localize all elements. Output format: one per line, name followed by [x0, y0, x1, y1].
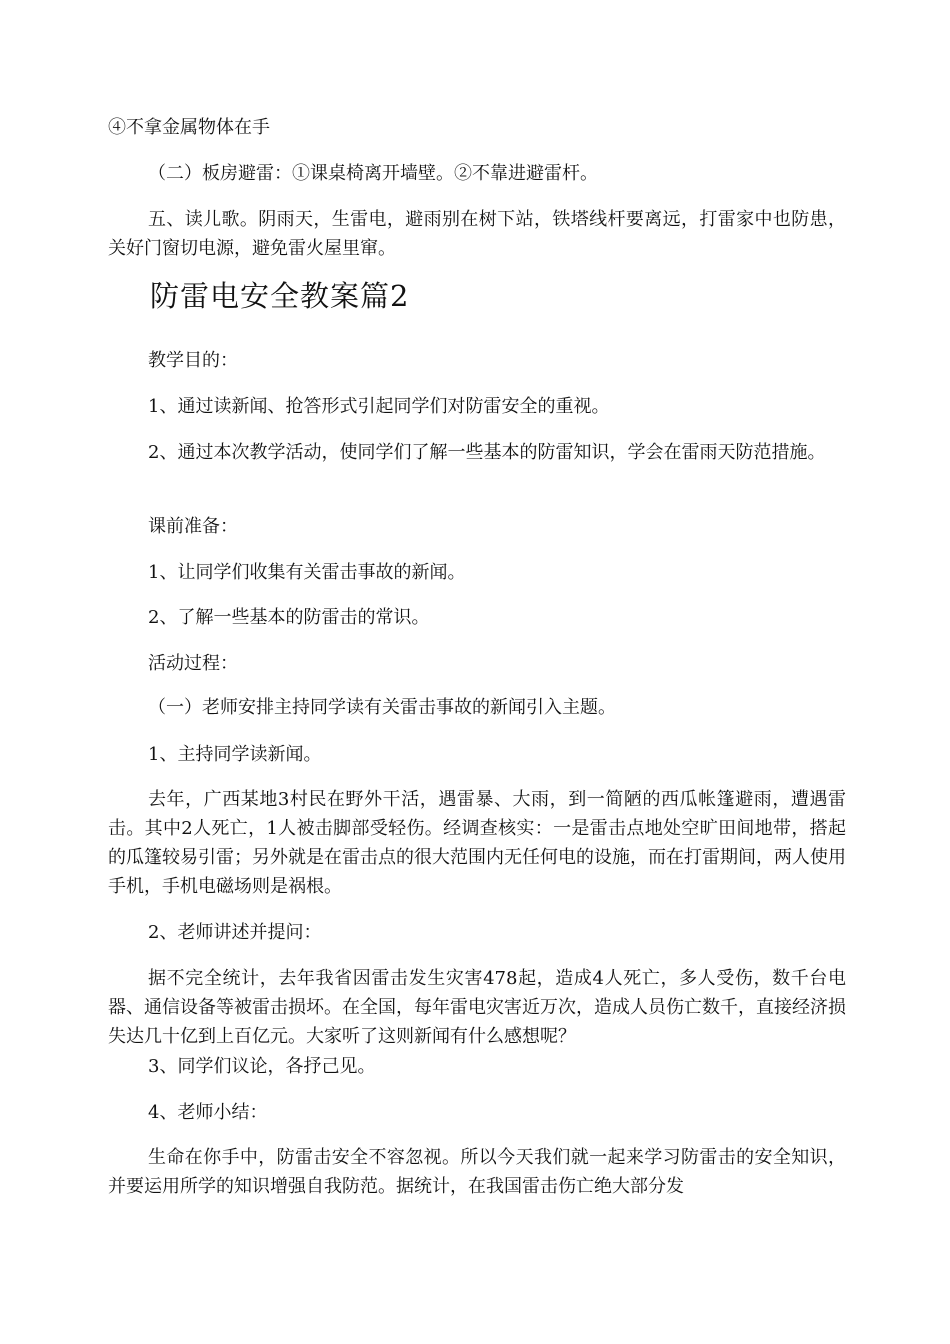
- paragraph-students-discuss: 3、同学们议论，各抒己见。: [148, 1056, 376, 1077]
- paragraph-teacher-summary: 生命在你手中，防雷击安全不容忽视。所以今天我们就一起来学习防雷击的安全知识，并要运用所学的知识增强自我防范。据统计，在我国雷击伤亡绝大部分发: [108, 1147, 846, 1197]
- paragraph-preparation-1: 1、让同学们收集有关雷击事故的新闻。: [148, 562, 466, 583]
- paragraph-news-story: 去年，广西某地3村民在野外干活，遇雷暴、大雨，到一简陋的西瓜帐篷避雨，遭遇雷击。其中2人死亡，1人被击脚部受轻伤。经调查核实：一是雷击点地处空旷田间地带，搭起的瓜篷较易引雷；另外就是在雷击点的很大范围内无任何电的设施，而在打雷期间，两人使用手机，手机电磁场则是祸根。: [108, 789, 846, 897]
- paragraph-activity-step-1: （一）老师安排主持同学读有关雷击事故的新闻引入主题。: [148, 697, 616, 718]
- paragraph-no-metal-objects: ④不拿金属物体在手: [108, 117, 270, 138]
- paragraph-board-house-lightning: （二）板房避雷：①课桌椅离开墙壁。②不靠进避雷杆。: [148, 163, 598, 184]
- paragraph-nursery-rhyme: 五、读儿歌。阴雨天，生雷电，避雨别在树下站，铁塔线杆要离远，打雷家中也防患，关好门窗切电源，避免雷火屋里窜。: [108, 209, 846, 259]
- paragraph-host-reads-news: 1、主持同学读新闻。: [148, 744, 322, 765]
- paragraph-preparation-label: 课前准备：: [148, 516, 238, 537]
- paragraph-activity-label: 活动过程：: [148, 653, 238, 674]
- paragraph-statistics: 据不完全统计，去年我省因雷击发生灾害478起，造成4人死亡，多人受伤，数千台电器、通信设备等被雷击损坏。在全国，每年雷电灾害近万次，造成人员伤亡数千，直接经济损失达几十亿到上百亿元。大家听了这则新闻有什么感想呢？: [108, 968, 846, 1047]
- paragraph-goal-2: 2、通过本次教学活动，使同学们了解一些基本的防雷知识，学会在雷雨天防范措施。: [148, 442, 826, 463]
- paragraph-teaching-goals-label: 教学目的：: [148, 350, 238, 371]
- paragraph-teacher-summary-label: 4、老师小结：: [148, 1102, 268, 1123]
- paragraph-goal-1: 1、通过读新闻、抢答形式引起同学们对防雷安全的重视。: [148, 396, 610, 417]
- section-heading: 防雷电安全教案篇2: [150, 279, 410, 313]
- paragraph-preparation-2: 2、了解一些基本的防雷击的常识。: [148, 607, 430, 628]
- paragraph-teacher-asks: 2、老师讲述并提问：: [148, 922, 322, 943]
